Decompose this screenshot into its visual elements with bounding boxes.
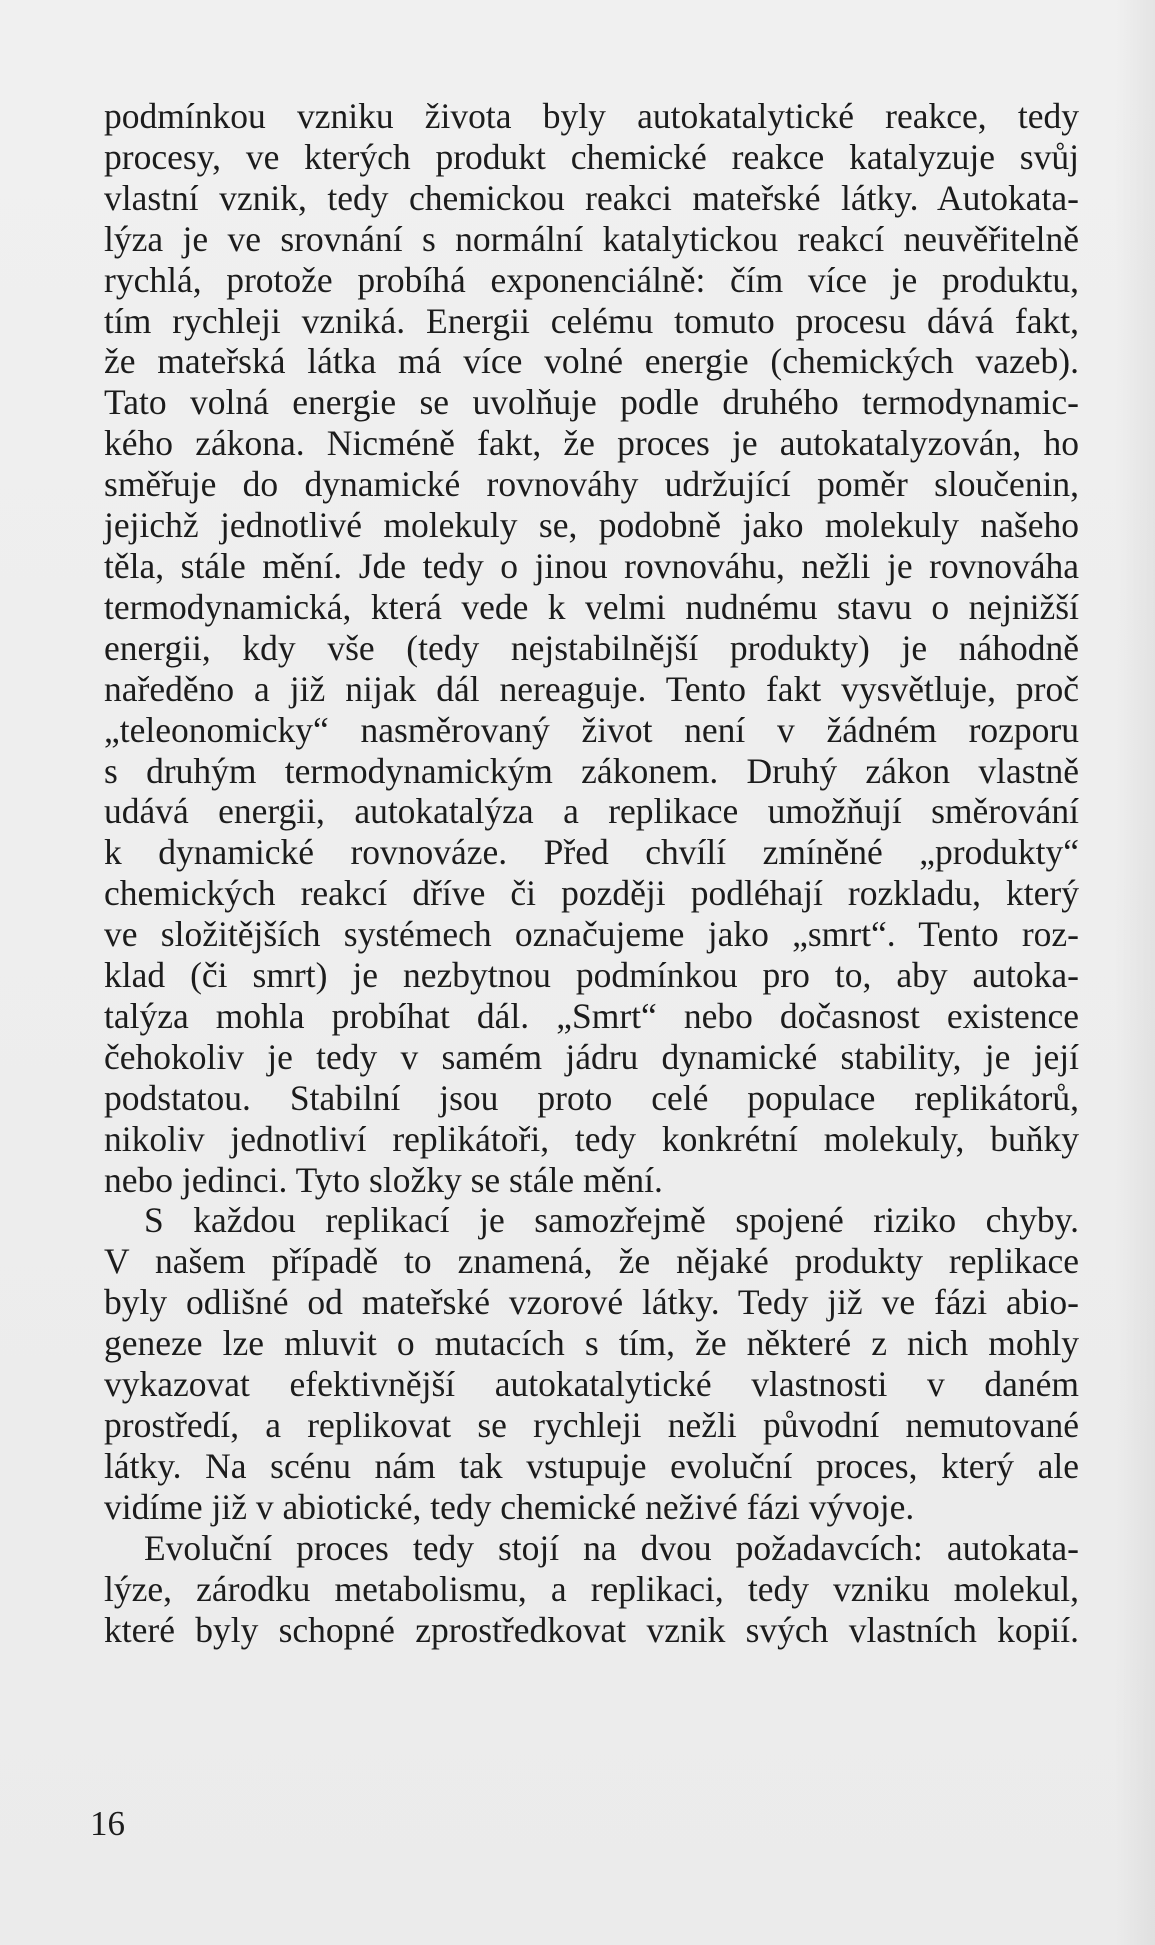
- text-line: nebo jedinci. Tyto složky se stále mění.: [104, 1159, 663, 1200]
- text-line: procesy, ve kterých produkt chemické reakce katalyzuje svůj: [104, 136, 1079, 177]
- text-line: směřuje do dynamické rovnováhy udržující poměr sloučenin,: [104, 464, 1079, 505]
- text-line: V našem případě to znamená, že nějaké produkty replikace: [104, 1241, 1079, 1282]
- text-line: vykazovat efektivnější autokatalytické vlastnosti v daném: [104, 1364, 1079, 1405]
- text-line: těla, stále mění. Jde tedy o jinou rovnováhu, nežli je rovnováha: [104, 545, 1079, 586]
- text-line: nikoliv jednotliví replikátoři, tedy konkrétní molekuly, buňky: [104, 1118, 1079, 1159]
- text-line: naředěno a již nijak dál nereaguje. Tento fakt vysvětluje, proč: [104, 668, 1079, 709]
- text-line: geneze lze mluvit o mutacích s tím, že některé z nich mohly: [104, 1323, 1079, 1364]
- page-number: 16: [90, 1804, 125, 1843]
- text-line: termodynamická, která vede k velmi nudnému stavu o nejnižší: [104, 586, 1079, 627]
- text-line: čehokoliv je tedy v samém jádru dynamické stability, je její: [104, 1036, 1079, 1077]
- text-line: které byly schopné zprostředkovat vznik svých vlastních kopií.: [104, 1609, 1079, 1650]
- text-line: k dynamické rovnováze. Před chvílí zmíněné „produkty“: [104, 832, 1079, 873]
- text-line: „teleonomicky“ nasměrovaný život není v žádném rozporu: [104, 709, 1079, 750]
- text-line: podmínkou vzniku života byly autokatalytické reakce, tedy: [104, 96, 1079, 136]
- text-line: klad (či smrt) je nezbytnou podmínkou pro to, aby autoka-: [104, 955, 1079, 996]
- page-edge-shadow: [1115, 0, 1155, 1945]
- text-line: ve složitějších systémech označujeme jako „smrt“. Tento roz-: [104, 914, 1079, 955]
- text-line: že mateřská látka má více volné energie (chemických vazeb).: [104, 341, 1079, 382]
- text-line: S každou replikací je samozřejmě spojené riziko chyby.: [144, 1200, 1079, 1241]
- text-line: prostředí, a replikovat se rychleji nežli původní nemutované: [104, 1405, 1079, 1445]
- text-line: tím rychleji vzniká. Energii celému tomuto procesu dává fakt,: [104, 300, 1079, 341]
- text-line: vidíme již v abiotické, tedy chemické neživé fázi vývoje.: [104, 1486, 915, 1527]
- text-line: jejichž jednotlivé molekuly se, podobně jako molekuly našeho: [104, 505, 1079, 546]
- text-line: vlastní vznik, tedy chemickou reakci mateřské látky. Autokata-: [104, 177, 1079, 218]
- text-line: byly odlišné od mateřské vzorové látky. Tedy již ve fázi abio-: [104, 1282, 1079, 1323]
- text-line: podstatou. Stabilní jsou proto celé populace replikátorů,: [104, 1077, 1079, 1118]
- text-line: látky. Na scénu nám tak vstupuje evoluční proces, který ale: [104, 1445, 1079, 1486]
- text-line: kého zákona. Nicméně fakt, že proces je autokatalyzován, ho: [104, 423, 1079, 464]
- text-line: lýze, zárodku metabolismu, a replikaci, tedy vzniku molekul,: [104, 1568, 1079, 1609]
- text-line: Evoluční proces tedy stojí na dvou požadavcích: autokata-: [144, 1527, 1079, 1568]
- body-text: [104, 96, 1079, 1650]
- text-line: lýza je ve srovnání s normální katalytickou reakcí neuvěřitelně: [104, 218, 1079, 259]
- text-line: udává energii, autokatalýza a replikace umožňují směrování: [104, 791, 1079, 832]
- text-line: s druhým termodynamickým zákonem. Druhý zákon vlastně: [104, 750, 1079, 791]
- text-line: energii, kdy vše (tedy nejstabilnější produkty) je náhodně: [104, 627, 1079, 668]
- text-line: Tato volná energie se uvolňuje podle druhého termodynamic-: [104, 382, 1079, 423]
- text-line: talýza mohla probíhat dál. „Smrt“ nebo dočasnost existence: [104, 995, 1079, 1036]
- text-line: rychlá, protože probíhá exponenciálně: čím více je produktu,: [104, 259, 1079, 300]
- text-line: chemických reakcí dříve či později podléhají rozkladu, který: [104, 873, 1079, 914]
